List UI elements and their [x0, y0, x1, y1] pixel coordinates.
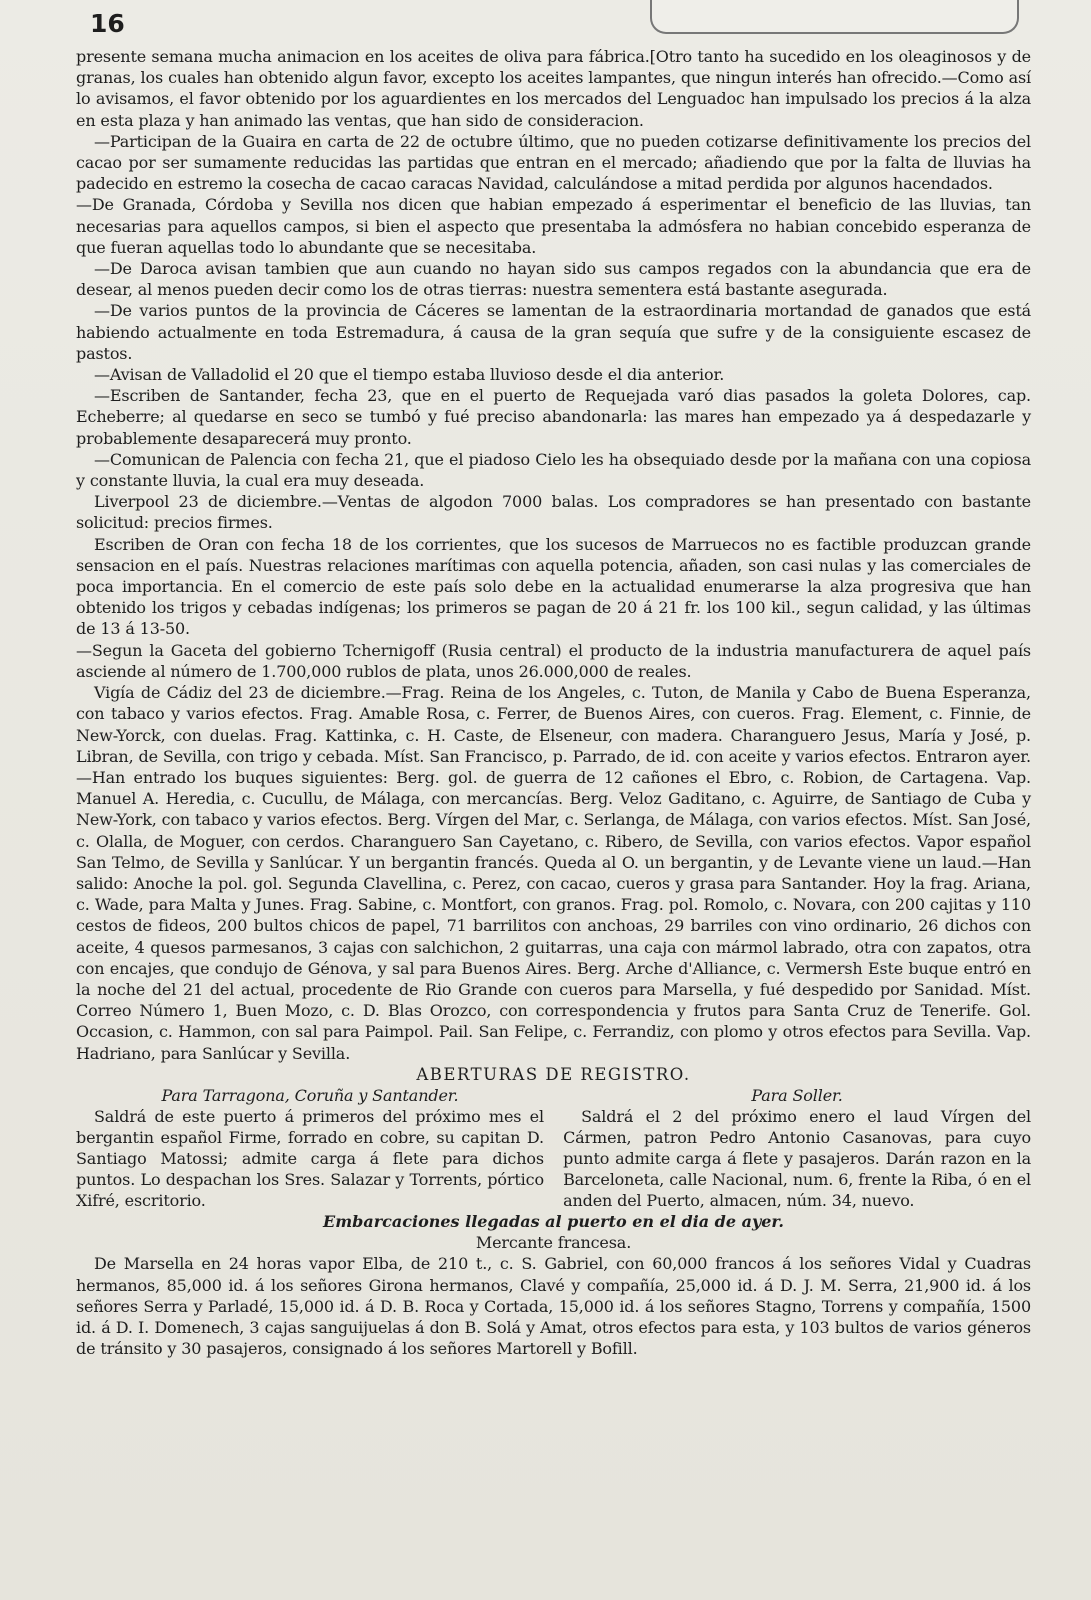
- right-column-text: Saldrá el 2 del próximo enero el laud Vírgen del Cármen, patron Pedro Antonio Casanovas, para cuyo punto admite carga á flete y pasajeros. Darán razon en la Barceloneta, calle Nacional, num. 6, frente la Riba, ó en el anden del Puerto, almacen, núm. 34, nuevo.: [563, 1107, 1031, 1211]
- paragraph-guaira: —Participan de la Guaira en carta de 22 de octubre último, que no pueden cotizarse definitivamente los precios del cacao por ser sumamente reducidas las partidas que entran en el mercado; añadiendo que por la falta de lluvias ha padecido en estremo la cosecha de cacao caracas Navidad, calculándose a mitad perdida por algunos hacendados.: [76, 131, 1031, 194]
- paragraph-santander: —Escriben de Santander, fecha 23, que en el puerto de Requejada varó dias pasados la goleta Dolores, cap. Echeberre; al quedarse en seco se tumbó y fué preciso abandonarla: las mares han empezado ya á despedazarle y probablemente desaparecerá muy pronto.: [76, 386, 1031, 448]
- paragraph-gaceta: —Segun la Gaceta del gobierno Tchernigoff (Rusia central) el producto de la industria manufacturera de aquel país asciende al número de 1.700,000 rublos de plata, unos 26.000,000 de reales.: [76, 640, 1031, 681]
- arrivals-subheading: Mercante francesa.: [475, 1233, 632, 1253]
- article-body: [76, 46, 1031, 1064]
- registro-left-column: [76, 1085, 544, 1211]
- page-number: 16: [90, 9, 125, 38]
- paragraph-vigia-cadiz: Vigía de Cádiz del 23 de diciembre.—Frag. Reina de los Angeles, c. Tuton, de Manila y Cabo de Buena Esperanza, con tabaco y varios efectos. Frag. Amable Rosa, c. Ferrer, de Buenos Aires, con cueros. Frag. Element, c. Finnie, de New-Yorck, con duelas. Frag. Kattinka, c. H. Caste, de Elseneur, con madera. Charanguero Jesus, María y José, p. Libran, de Sevilla, con trigo y cebada. Míst. San Francisco, p. Parrado, de id. con aceite y varios efectos. Entraron ayer.—Han entrado los buques siguientes: Berg. gol. de guerra de 12 cañones el Ebro, c. Robion, de Cartagena. Vap. Manuel A. Heredia, c. Cucullu, de Málaga, con mercancías. Berg. Veloz Gaditano, c. Aguirre, de Santiago de Cuba y New-York, con tabaco y varios efectos. Berg. Vírgen del Mar, c. Serlanga, de Málaga, con varios efectos. Míst. San José, c. Olalla, de Moguer, con cerdos. Charanguero San Cayetano, c. Ribero, de Sevilla, con varios efectos. Vapor español San Telmo, de Sevilla y Sanlúcar. Y un bergantin francés. Queda al O. un bergantin, y de Levante viene un laud.—Han salido: Anoche la pol. gol. Segunda Clavellina, c. Perez, con cacao, cueros y grasa para Santander. Hoy la frag. Ariana, c. Wade, para Malta y Junes. Frag. Sabine, c. Montfort, con granos. Frag. pol. Romolo, c. Novara, con 200 cajitas y 110 cestos de fideos, 200 bultos chicos de papel, 71 barrilitos con anchoas, 29 barriles con vino ordinario, 26 dichos con aceite, 4 quesos parmesanos, 3 cajas con salchichon, 2 guitarras, una caja con mármol labrado, otra con zapatos, otra con encajes, que condujo de Génova, y sal para Buenos Aires. Berg. Arche d'Alliance, c. Vermersh Este buque entró en la noche del 21 del actual, procedente de Rio Grande con cueros para Marsella, y fué despedido por Sanidad. Míst. Correo Número 1, Buen Mozo, c. D. Blas Orozco, con correspondencia y frutos para Santa Cruz de Tenerife. Gol. Occasion, c. Hammon, con sal para Paimpol. Pail. San Felipe, c. Ferrandiz, con plomo y otros efectos para Sevilla. Vap. Hadriano, para Sanlúcar y Sevilla.: [76, 683, 1031, 1063]
- paragraph-aceites: presente semana mucha animacion en los aceites de oliva para fábrica.[Otro tanto ha sucedido en los oleaginosos y de granas, los cuales han obtenido algun favor, excepto los aceites lampantes, que ningun interés han ofrecido.—Como así lo avisamos, el favor obtenido por los aguardientes en los mercados del Lenguadoc han impulsado los precios á la alza en esta plaza y han animado las ventas, que han sido de consideracion.: [76, 47, 1031, 130]
- right-column-title: Para Soller.: [751, 1086, 843, 1106]
- left-column-text: Saldrá de este puerto á primeros del próximo mes el bergantin español Firme, forrado en cobre, su capitan D. Santiago Matossi; admite carga á flete para dichos puntos. Lo despachan los Sres. Salazar y Torrents, pórtico Xifré, escritorio.: [76, 1107, 544, 1211]
- paragraph-liverpool: Liverpool 23 de diciembre.—Ventas de algodon 7000 balas. Los compradores se han presentado con bastante solicitud: precios firmes.: [76, 492, 1031, 533]
- paragraph-caceres: —De varios puntos de la provincia de Cáceres se lamentan de la estraordinaria mortandad de ganados que está habiendo actualmente en toda Estremadura, á causa de la gran sequía que sufre y de la consiguiente escasez de pastos.: [76, 301, 1031, 363]
- registro-heading: ABERTURAS DE REGISTRO.: [416, 1064, 691, 1084]
- registro-columns: [76, 1085, 1031, 1211]
- registro-right-column: [563, 1085, 1031, 1211]
- left-column-title: Para Tarragona, Coruña y Santander.: [161, 1086, 459, 1106]
- arrivals-text: De Marsella en 24 horas vapor Elba, de 210 t., c. S. Gabriel, con 60,000 francos á los señores Vidal y Cuadras hermanos, 85,000 id. á los señores Girona hermanos, Clavé y compañía, 25,000 id. á D. J. M. Serra, 21,900 id. á los señores Serra y Parladé, 15,000 id. á D. B. Roca y Cortada, 15,000 id. á los señores Stagno, Torrens y compañía, 1500 id. á D. I. Domenech, 3 cajas sanguijuelas á don B. Solá y Amat, otros efectos para esta, y 103 bultos de varios géneros de tránsito y 30 pasajeros, consignado á los señores Martorell y Bofill.: [76, 1254, 1031, 1359]
- paragraph-granada: —De Granada, Córdoba y Sevilla nos dicen que habian empezado á esperimentar el beneficio de las lluvias, tan necesarias para aquellos campos, si bien el aspecto que presentaba la admósfera no habian concebido esperanza de que fueran aquellas todo lo abundante que se necesitaba.: [76, 195, 1031, 257]
- page-tab-decoration: [650, 0, 1019, 34]
- arrivals-heading: Embarcaciones llegadas al puerto en el dia de ayer.: [323, 1212, 784, 1232]
- paragraph-oran: Escriben de Oran con fecha 18 de los corrientes, que los sucesos de Marruecos no es factible produzcan grande sensacion en el país. Nuestras relaciones marítimas con aquella potencia, añaden, son casi nulas y las comerciales de poca importancia. En el comercio de este país solo debe en la actualidad enumerarse la alza progresiva que han obtenido los trigos y cebadas indígenas; los primeros se pagan de 20 á 21 fr. los 100 kil., segun calidad, y las últimas de 13 á 13-50.: [76, 534, 1031, 639]
- paragraph-daroca: —De Daroca avisan tambien que aun cuando no hayan sido sus campos regados con la abundancia que era de desear, al menos pueden decir como los de otras tierras: nuestra sementera está bastante asegurada.: [76, 259, 1031, 300]
- paragraph-palencia: —Comunican de Palencia con fecha 21, que el piadoso Cielo les ha obsequiado desde por la mañana con una copiosa y constante lluvia, la cual era muy deseada.: [76, 449, 1031, 491]
- paragraph-valladolid: —Avisan de Valladolid el 20 que el tiempo estaba lluvioso desde el dia anterior.: [94, 365, 725, 385]
